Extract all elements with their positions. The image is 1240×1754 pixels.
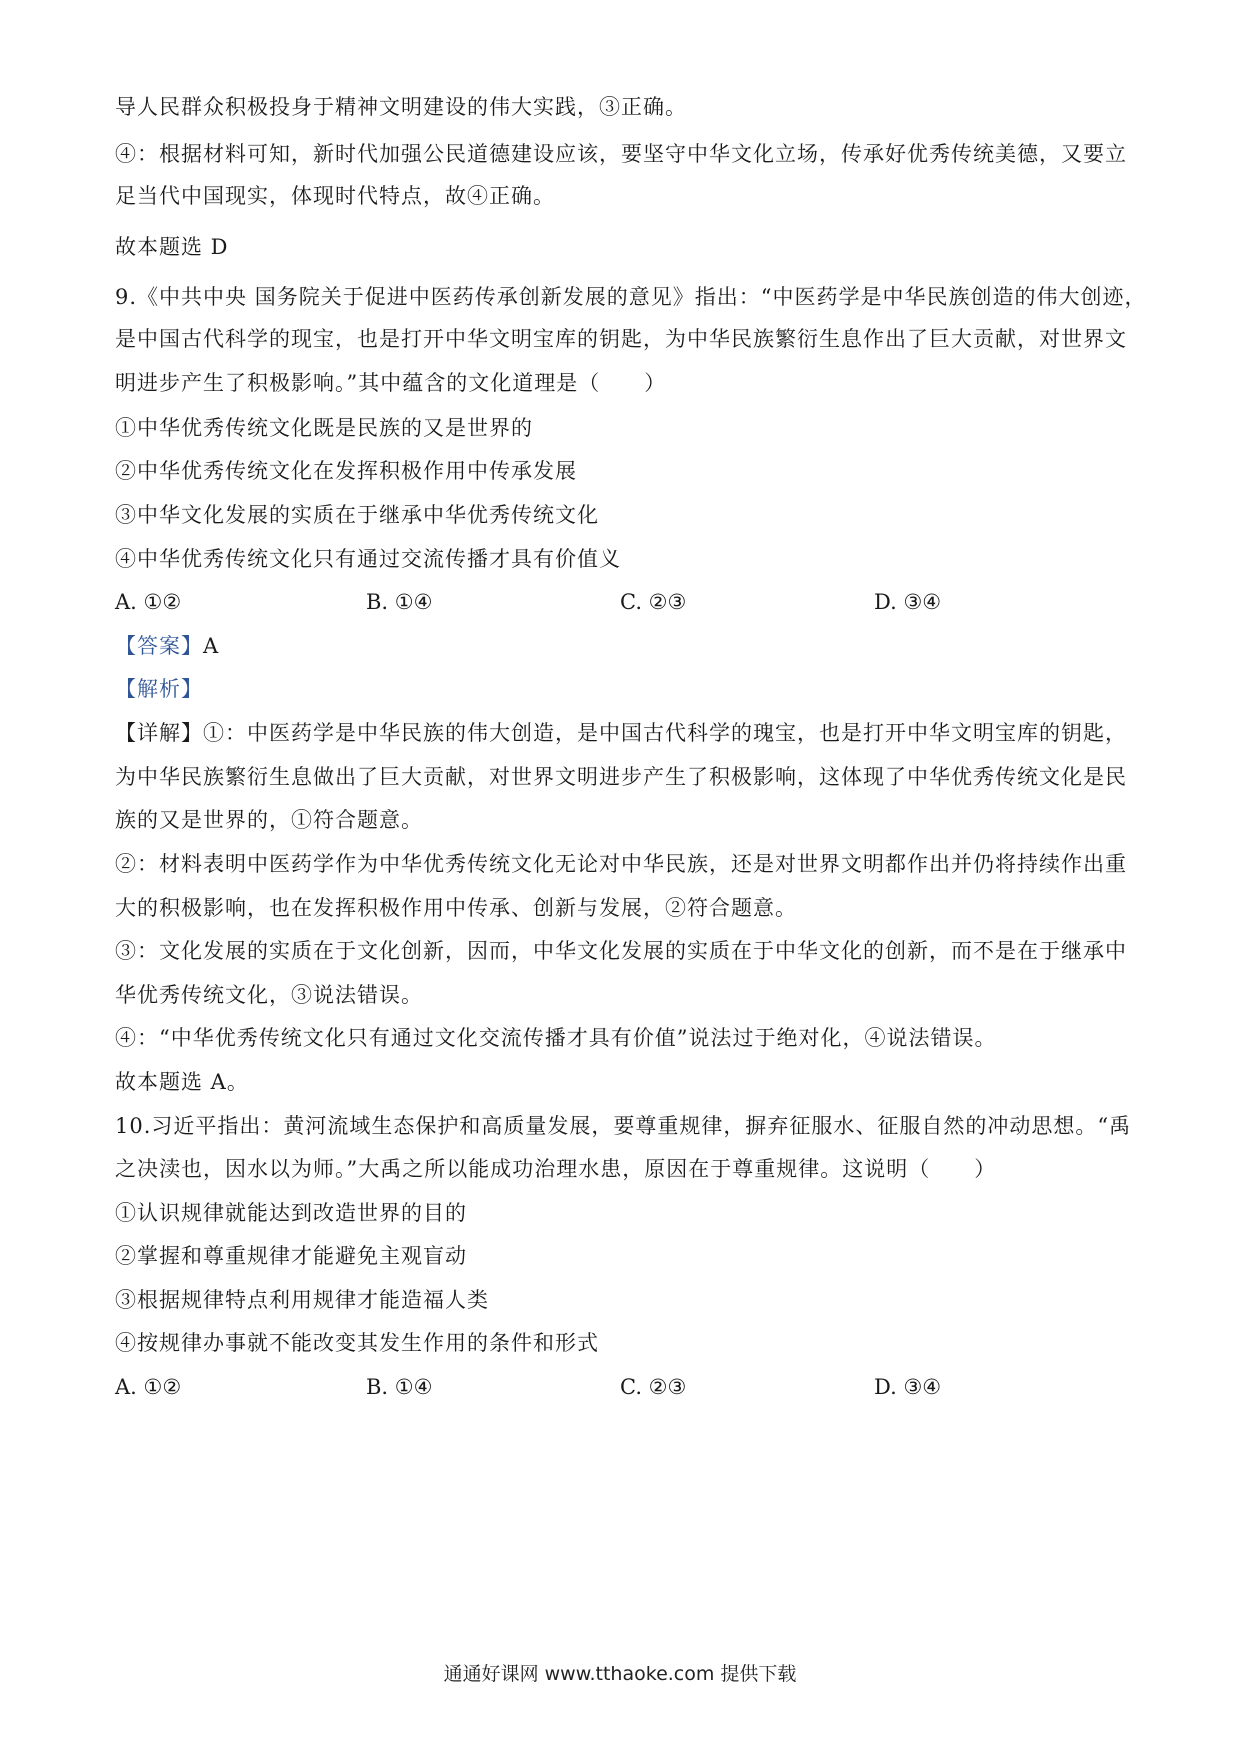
analysis-label: 【解析】	[115, 677, 203, 701]
question-9-stem: 9.《中共中央 国务院关于促进中医药传承创新发展的意见》指出：“中医药学是中华民族创造的伟大创迹，	[115, 285, 1147, 309]
answer-line	[115, 632, 219, 660]
question-9-option-d: D. ③④	[874, 590, 942, 614]
question-9-item: ①中华优秀传统文化既是民族的又是世界的	[115, 416, 533, 440]
answer-value: A	[203, 634, 220, 658]
detail-label: 【详解】	[115, 721, 203, 745]
text-line: 足当代中国现实，体现时代特点，故④正确。	[115, 184, 555, 208]
question-10-item: ①认识规律就能达到改造世界的目的	[115, 1201, 467, 1225]
detail-line	[115, 719, 1127, 747]
question-9-stem: 是中国古代科学的现宝，也是打开中华文明宝库的钥匙，为中华民族繁衍生息作出了巨大贡献，对世界文	[115, 327, 1127, 351]
question-9-option-a: A. ①②	[115, 590, 182, 614]
question-10-stem: 之决渎也，因水以为师。”大禹之所以能成功治理水患，原因在于尊重规律。这说明（ ）	[115, 1157, 997, 1181]
question-10-item: ④按规律办事就不能改变其发生作用的条件和形式	[115, 1331, 599, 1355]
detail-line: ②：材料表明中医药学作为中华优秀传统文化无论对中华民族，还是对世界文明都作出并仍将持续作出重	[115, 852, 1127, 876]
detail-line: 华优秀传统文化，③说法错误。	[115, 983, 423, 1007]
detail-line: ③：文化发展的实质在于文化创新，因而，中华文化发展的实质在于中华文化的创新，而不是在于继承中	[115, 939, 1127, 963]
question-10-stem: 10.习近平指出：黄河流域生态保护和高质量发展，要尊重规律，摒弃征服水、征服自然的冲动思想。“禹	[115, 1114, 1132, 1138]
text-line: 故本题选 D	[115, 235, 229, 259]
text-line: ④：根据材料可知，新时代加强公民道德建设应该，要坚守中华文化立场，传承好优秀传统美德，又要立	[115, 142, 1127, 166]
question-9-option-c: C. ②③	[620, 590, 687, 614]
question-9-stem: 明进步产生了积极影响。”其中蕴含的文化道理是（ ）	[115, 371, 667, 395]
detail-line: 故本题选 A。	[115, 1070, 249, 1094]
detail-line: 族的又是世界的，①符合题意。	[115, 808, 423, 832]
question-9-item: ④中华优秀传统文化只有通过交流传播才具有价值义	[115, 547, 621, 571]
question-10-option-c: C. ②③	[620, 1375, 687, 1399]
answer-label: 【答案】	[115, 634, 203, 658]
question-10-item: ③根据规律特点利用规律才能造福人类	[115, 1288, 489, 1312]
analysis-line	[115, 675, 203, 703]
detail-line: ④：“中华优秀传统文化只有通过文化交流传播才具有价值”说法过于绝对化，④说法错误。	[115, 1026, 997, 1050]
text-line: 导人民群众积极投身于精神文明建设的伟大实践，③正确。	[115, 95, 687, 119]
question-9-option-b: B. ①④	[366, 590, 433, 614]
detail-line: 为中华民族繁衍生息做出了巨大贡献，对世界文明进步产生了积极影响，这体现了中华优秀传统文化是民	[115, 765, 1127, 789]
detail-line: 大的积极影响，也在发挥积极作用中传承、创新与发展，②符合题意。	[115, 896, 797, 920]
question-10-option-a: A. ①②	[115, 1375, 182, 1399]
question-10-option-d: D. ③④	[874, 1375, 942, 1399]
question-9-item: ②中华优秀传统文化在发挥积极作用中传承发展	[115, 459, 577, 483]
question-10-item: ②掌握和尊重规律才能避免主观盲动	[115, 1244, 467, 1268]
detail-text: ①：中医药学是中华民族的伟大创造，是中国古代科学的瑰宝，也是打开中华文明宝库的钥匙，	[203, 721, 1127, 745]
question-9-item: ③中华文化发展的实质在于继承中华优秀传统文化	[115, 503, 599, 527]
question-10-option-b: B. ①④	[366, 1375, 433, 1399]
footer-download-note: 通通好课网 www.tthaoke.com 提供下载	[443, 1663, 797, 1685]
